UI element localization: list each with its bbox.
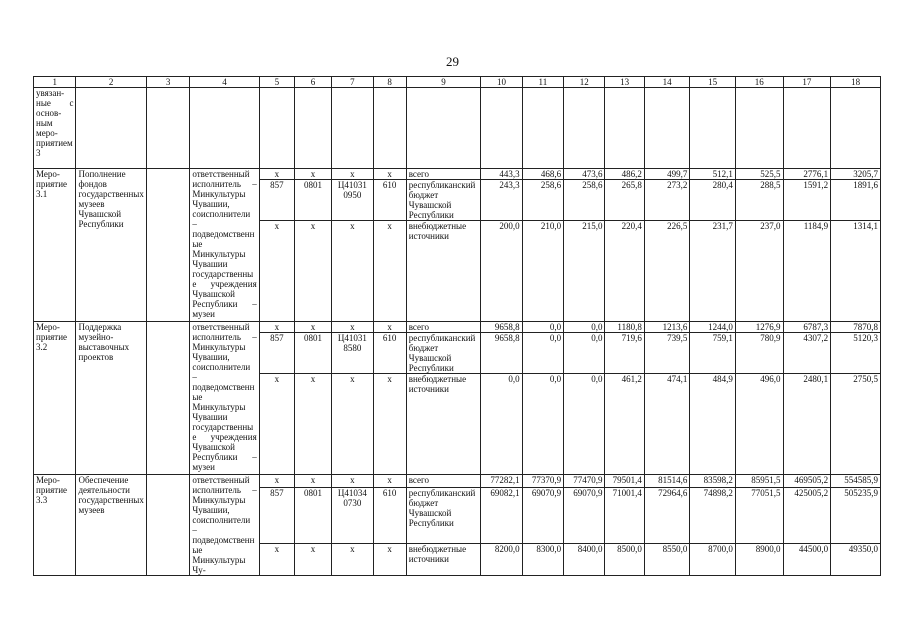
value-cell: 554585,9 — [831, 475, 881, 488]
rz-cell: x — [294, 543, 331, 575]
value-cell: 484,9 — [690, 374, 736, 475]
vr-cell: x — [373, 475, 406, 488]
rz-cell: x — [294, 169, 331, 180]
column-number: 15 — [690, 77, 736, 88]
column-number: 9 — [406, 77, 481, 88]
column-number: 16 — [735, 77, 783, 88]
continuation-label: увязан-ные с основ-ным меро-приятием 3 — [34, 88, 76, 169]
column-number: 18 — [831, 77, 881, 88]
column-number: 5 — [259, 77, 294, 88]
value-cell: 1276,9 — [735, 322, 783, 333]
value-cell: 1244,0 — [690, 322, 736, 333]
value-cell: 210,0 — [522, 221, 563, 322]
value-cell: 3205,7 — [831, 169, 881, 180]
value-cell: 525,5 — [735, 169, 783, 180]
value-cell: 4307,2 — [783, 333, 831, 374]
value-cell: 49350,0 — [831, 543, 881, 575]
value-cell: 468,6 — [522, 169, 563, 180]
value-cell: 2480,1 — [783, 374, 831, 475]
value-cell: 474,1 — [644, 374, 690, 475]
event-code: Меро-приятие 3.1 — [34, 169, 76, 322]
event-name: Обеспечение деятельности государственных музеев — [76, 475, 146, 576]
csr-cell: x — [332, 475, 373, 488]
value-cell: 1180,8 — [605, 322, 644, 333]
column-number: 3 — [146, 77, 189, 88]
grbs-cell: 857 — [259, 487, 294, 543]
source-cell: внебюджетные источники — [406, 543, 481, 575]
csr-cell: x — [332, 169, 373, 180]
value-cell: 79501,4 — [605, 475, 644, 488]
csr-cell: x — [332, 374, 373, 475]
column-number: 7 — [332, 77, 373, 88]
column-number: 11 — [522, 77, 563, 88]
value-cell: 85951,5 — [735, 475, 783, 488]
value-cell: 8200,0 — [481, 543, 522, 575]
source-cell: республиканский бюджет Чувашской Республики — [406, 180, 481, 221]
event-name: Поддержка музейно-выставочных проектов — [76, 322, 146, 475]
value-cell: 1891,6 — [831, 180, 881, 221]
vr-cell: 610 — [373, 333, 406, 374]
value-cell: 2776,1 — [783, 169, 831, 180]
value-cell: 739,5 — [644, 333, 690, 374]
rz-cell: x — [294, 322, 331, 333]
value-cell: 74898,2 — [690, 487, 736, 543]
vr-cell: x — [373, 169, 406, 180]
value-cell: 8300,0 — [522, 543, 563, 575]
value-cell: 44500,0 — [783, 543, 831, 575]
column-number: 10 — [481, 77, 522, 88]
csr-cell: Ц41031 8580 — [332, 333, 373, 374]
value-cell: 9658,8 — [481, 333, 522, 374]
value-cell: 273,2 — [644, 180, 690, 221]
value-cell: 0,0 — [481, 374, 522, 475]
value-cell: 496,0 — [735, 374, 783, 475]
vr-cell: 610 — [373, 487, 406, 543]
vr-cell: 610 — [373, 180, 406, 221]
source-cell: всего — [406, 475, 481, 488]
event-executor: ответственный исполнитель – Минкультуры Чувашии, соисполнители – подведомственные Минкультуры Чу- — [190, 475, 259, 576]
rz-cell: 0801 — [294, 180, 331, 221]
source-cell: республиканский бюджет Чувашской Республики — [406, 487, 481, 543]
value-cell: 215,0 — [564, 221, 605, 322]
value-cell: 443,3 — [481, 169, 522, 180]
grbs-cell: x — [259, 475, 294, 488]
column-number: 6 — [294, 77, 331, 88]
budget-table — [33, 76, 881, 576]
event-col3 — [146, 169, 189, 322]
value-cell: 0,0 — [564, 322, 605, 333]
value-cell: 77051,5 — [735, 487, 783, 543]
event-code: Меро-приятие 3.2 — [34, 322, 76, 475]
source-cell: всего — [406, 169, 481, 180]
csr-cell: Ц41034 0730 — [332, 487, 373, 543]
column-number: 17 — [783, 77, 831, 88]
vr-cell: x — [373, 322, 406, 333]
value-cell: 69082,1 — [481, 487, 522, 543]
value-cell: 1591,2 — [783, 180, 831, 221]
value-cell: 280,4 — [690, 180, 736, 221]
event-col3 — [146, 475, 189, 576]
source-cell: всего — [406, 322, 481, 333]
rz-cell: x — [294, 374, 331, 475]
value-cell: 77370,9 — [522, 475, 563, 488]
value-cell: 8900,0 — [735, 543, 783, 575]
value-cell: 0,0 — [522, 374, 563, 475]
source-cell: внебюджетные источники — [406, 374, 481, 475]
event-executor: ответственный исполнитель – Минкультуры Чувашии, соисполнители – подведомственные Минкультуры Чувашии государственные учреждения Чувашской Республики – музеи — [190, 322, 259, 475]
column-number: 8 — [373, 77, 406, 88]
value-cell: 512,1 — [690, 169, 736, 180]
value-cell: 231,7 — [690, 221, 736, 322]
column-number: 13 — [605, 77, 644, 88]
value-cell: 9658,8 — [481, 322, 522, 333]
value-cell: 81514,6 — [644, 475, 690, 488]
vr-cell: x — [373, 221, 406, 322]
csr-cell: x — [332, 322, 373, 333]
value-cell: 71001,4 — [605, 487, 644, 543]
csr-cell: Ц41031 0950 — [332, 180, 373, 221]
grbs-cell: x — [259, 169, 294, 180]
value-cell: 1314,1 — [831, 221, 881, 322]
event-code: Меро-приятие 3.3 — [34, 475, 76, 576]
value-cell: 2750,5 — [831, 374, 881, 475]
value-cell: 8500,0 — [605, 543, 644, 575]
vr-cell: x — [373, 543, 406, 575]
value-cell: 226,5 — [644, 221, 690, 322]
csr-cell: x — [332, 221, 373, 322]
page-number: 29 — [446, 54, 459, 69]
event-col3 — [146, 322, 189, 475]
value-cell: 243,3 — [481, 180, 522, 221]
value-cell: 77470,9 — [564, 475, 605, 488]
value-cell: 6787,3 — [783, 322, 831, 333]
value-cell: 200,0 — [481, 221, 522, 322]
value-cell: 69070,9 — [564, 487, 605, 543]
table-row — [34, 169, 881, 180]
rz-cell: x — [294, 475, 331, 488]
value-cell: 499,7 — [644, 169, 690, 180]
value-cell: 780,9 — [735, 333, 783, 374]
grbs-cell: 857 — [259, 180, 294, 221]
column-number: 12 — [564, 77, 605, 88]
value-cell: 72964,6 — [644, 487, 690, 543]
value-cell: 486,2 — [605, 169, 644, 180]
csr-cell: x — [332, 543, 373, 575]
continuation-row — [34, 88, 881, 169]
column-numbers-row — [34, 77, 881, 88]
value-cell: 265,8 — [605, 180, 644, 221]
value-cell: 505235,9 — [831, 487, 881, 543]
value-cell: 0,0 — [564, 333, 605, 374]
value-cell: 7870,8 — [831, 322, 881, 333]
source-cell: республиканский бюджет Чувашской Республики — [406, 333, 481, 374]
value-cell: 469505,2 — [783, 475, 831, 488]
column-number: 2 — [76, 77, 146, 88]
grbs-cell: 857 — [259, 333, 294, 374]
rz-cell: 0801 — [294, 487, 331, 543]
value-cell: 461,2 — [605, 374, 644, 475]
rz-cell: x — [294, 221, 331, 322]
table-row — [34, 475, 881, 488]
value-cell: 8400,0 — [564, 543, 605, 575]
event-name: Пополнение фондов государственных музеев Чувашской Республики — [76, 169, 146, 322]
grbs-cell: x — [259, 322, 294, 333]
event-executor: ответственный исполнитель – Минкультуры Чувашии, соисполнители – подведомственные Минкультуры Чувашии государственные учреждения Чувашской Республики – музеи — [190, 169, 259, 322]
grbs-cell: x — [259, 543, 294, 575]
value-cell: 8700,0 — [690, 543, 736, 575]
value-cell: 0,0 — [522, 333, 563, 374]
value-cell: 5120,3 — [831, 333, 881, 374]
column-number: 4 — [190, 77, 259, 88]
grbs-cell: x — [259, 374, 294, 475]
column-number: 14 — [644, 77, 690, 88]
vr-cell: x — [373, 374, 406, 475]
value-cell: 473,6 — [564, 169, 605, 180]
grbs-cell: x — [259, 221, 294, 322]
value-cell: 69070,9 — [522, 487, 563, 543]
value-cell: 759,1 — [690, 333, 736, 374]
value-cell: 1184,9 — [783, 221, 831, 322]
source-cell: внебюджетные источники — [406, 221, 481, 322]
value-cell: 719,6 — [605, 333, 644, 374]
value-cell: 220,4 — [605, 221, 644, 322]
value-cell: 1213,6 — [644, 322, 690, 333]
table-row — [34, 322, 881, 333]
value-cell: 258,6 — [522, 180, 563, 221]
rz-cell: 0801 — [294, 333, 331, 374]
value-cell: 237,0 — [735, 221, 783, 322]
value-cell: 258,6 — [564, 180, 605, 221]
value-cell: 0,0 — [564, 374, 605, 475]
value-cell: 288,5 — [735, 180, 783, 221]
value-cell: 83598,2 — [690, 475, 736, 488]
value-cell: 77282,1 — [481, 475, 522, 488]
value-cell: 425005,2 — [783, 487, 831, 543]
column-number: 1 — [34, 77, 76, 88]
value-cell: 8550,0 — [644, 543, 690, 575]
value-cell: 0,0 — [522, 322, 563, 333]
